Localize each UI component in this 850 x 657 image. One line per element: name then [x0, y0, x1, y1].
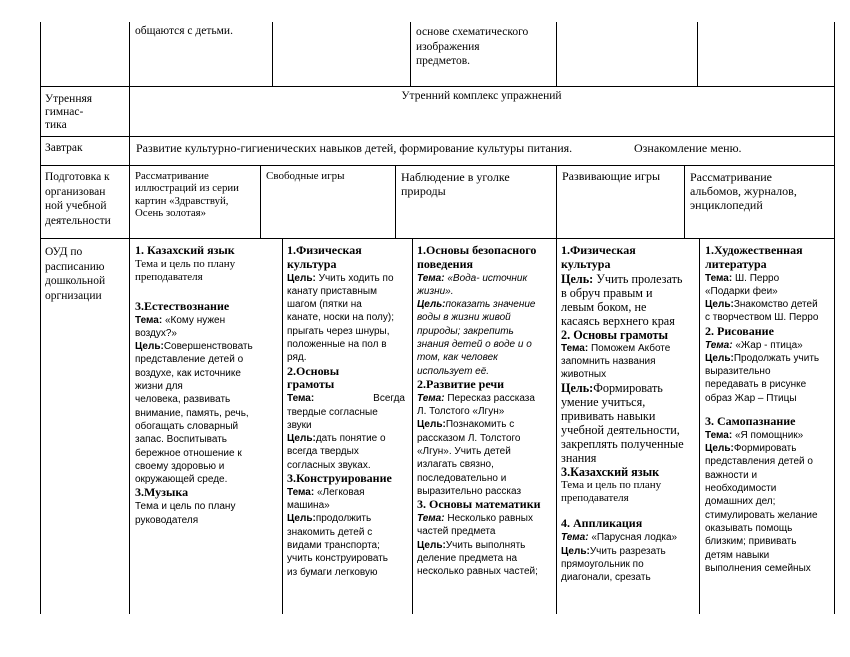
theme-label: Тема: — [561, 532, 589, 544]
cell-line: иллюстраций из серии — [135, 182, 239, 195]
goal-label: Цель: — [287, 433, 316, 445]
cell-line: альбомов, журналов, — [690, 184, 797, 198]
table-line-r5-d — [699, 238, 700, 614]
goal-text: Учить ходить по — [315, 272, 394, 284]
cell-line: Наблюдение в уголке — [401, 170, 510, 184]
table-line-top-row-bottom — [40, 86, 834, 87]
section-title: культура — [561, 256, 611, 271]
table-line-prep-bottom — [40, 238, 834, 239]
table-line-gym-bottom — [40, 136, 834, 137]
table-line-r1-d — [697, 22, 698, 86]
label-line: оргнизации — [45, 289, 102, 302]
gym-label — [45, 93, 92, 132]
goal-label: Цель: — [561, 381, 594, 396]
goal-text: Учить разрезать — [589, 545, 666, 557]
prep-cell-3 — [266, 170, 345, 184]
cell-line: домашних дел; — [705, 496, 776, 508]
cell-line: Развивающие игры — [562, 169, 661, 183]
cell-line: несколько равных частей; — [417, 566, 538, 578]
cell-line: человека, развивать — [135, 394, 231, 406]
prep-cell-6 — [690, 170, 797, 212]
cell-line: воды в жизни живой — [417, 312, 511, 324]
goal-label: Цель: — [705, 352, 734, 364]
cell-line: левым боком, не — [561, 299, 647, 314]
cell-line: учить конструировать — [287, 553, 389, 565]
cell-line: всегда твердых — [287, 446, 359, 458]
cell-line: с творчеством Ш. Перро — [705, 312, 819, 324]
cell-line: из бумаги легковую — [287, 566, 378, 578]
table-line-r5-a — [282, 238, 283, 614]
cell-line: рассказом Л. Толстого — [417, 432, 521, 444]
cell-line: Рассматривание — [135, 170, 209, 182]
theme-label: Тема: — [561, 342, 589, 354]
section-title: поведения — [417, 256, 473, 271]
cell-line: том, как человек — [417, 352, 498, 364]
section-title: 3.Естествознание — [135, 298, 230, 313]
label-line: организован — [45, 185, 106, 198]
theme-text: «Парусная лодка» — [588, 532, 678, 544]
cell-line: окружающей среде. — [135, 474, 228, 486]
cell-line: закреплять полученные — [561, 437, 684, 452]
cell-line: шагом (пятки на — [287, 299, 362, 311]
cell-line: общаются с детьми. — [135, 25, 233, 37]
cell-line: в обруч правым и — [561, 285, 653, 300]
table-line-right — [834, 22, 835, 614]
label-line: расписанию — [45, 260, 105, 273]
goal-label: Цель: — [705, 443, 734, 455]
cell-line: бережное отношение к — [135, 447, 242, 459]
theme-text: машина» — [287, 500, 330, 512]
cell-line: излагать связно, — [417, 459, 494, 471]
goal-label: Цель: — [705, 299, 734, 311]
cell-line: умение учиться, — [561, 395, 646, 410]
theme-label: Тема: — [287, 486, 315, 498]
section-title: 2.Основы — [287, 363, 340, 378]
prep-cell-5 — [562, 170, 660, 184]
table-line-breakfast-bottom — [40, 165, 834, 166]
cell-line: деление предмета на — [417, 552, 518, 564]
oud-col-3 — [287, 244, 405, 579]
section-title: грамоты — [287, 377, 335, 392]
cell-line: важности и — [705, 469, 758, 481]
theme-text: «Подарки феи» — [705, 285, 778, 297]
goal-text: Формировать — [733, 443, 797, 455]
goal-text: Знакомство детей — [733, 299, 818, 311]
section-title: 3.Конструирование — [287, 471, 392, 486]
oud-col-5 — [561, 244, 684, 584]
section-title: 1.Физическая — [287, 243, 362, 257]
theme-text: «Вода- источник — [444, 272, 528, 284]
cell-line: своему здоровью и — [135, 460, 225, 472]
theme-text: воздух?» — [135, 327, 177, 339]
theme-label: Тема: — [417, 392, 445, 404]
cell-line: использует её. — [417, 365, 490, 377]
label-line: тика — [45, 119, 67, 131]
table-line-r4-c — [556, 165, 557, 238]
cell-line: прямоугольник по — [561, 558, 644, 570]
theme-text: Поможем Акботе — [588, 342, 671, 354]
goal-text: дать понятие о — [315, 433, 386, 445]
table-line-r1-a — [272, 22, 273, 86]
table-line-r1-b — [410, 22, 411, 86]
theme-text: «Легковая — [314, 486, 365, 498]
cell-line: прививать навыки — [561, 409, 656, 424]
breakfast-label-text: Завтрак — [45, 142, 83, 154]
cell-line: оказывать помощь — [705, 522, 793, 534]
cell-line: согласных звуках. — [287, 459, 371, 471]
breakfast-content — [136, 142, 572, 156]
theme-label: Тема: — [135, 314, 163, 326]
section-title: 1.Основы безопасного — [417, 243, 537, 257]
cell-line: учебной деятельности, — [561, 423, 680, 438]
table-line-r5-c — [556, 238, 557, 614]
cell-line: запомнить названия — [561, 355, 656, 367]
label-line: деятельности — [45, 214, 111, 227]
section-title: литература — [705, 256, 767, 271]
theme-label: Тема: — [705, 339, 733, 351]
cell-line: жизни для — [135, 381, 183, 393]
section-title: 3. Основы математики — [417, 497, 541, 512]
cell-line: выразительно рассказ — [417, 485, 522, 497]
cell-line: обогащать словарный — [135, 420, 239, 432]
cell-line: Свободные игры — [266, 170, 345, 182]
label-line: Подготовка к — [45, 171, 110, 183]
cell-line: касаясь верхнего края — [561, 313, 675, 328]
cell-line: природы; закрепить — [417, 325, 514, 337]
cell-line: изображения — [416, 40, 480, 53]
theme-label: Тема: — [417, 272, 445, 284]
cell-line: твердые согласные — [287, 406, 378, 418]
cell-line: выразительно — [705, 366, 771, 378]
section-title: 1.Художественная — [705, 243, 803, 257]
cell-line: образ Жар – Птицы — [705, 392, 797, 404]
cell-line: представления детей о — [705, 456, 813, 468]
gym-content — [129, 90, 834, 104]
cell-line: преподавателя — [135, 270, 203, 283]
theme-text: «Жар - птица» — [732, 339, 803, 351]
cell-line: Тема и цель по плану — [135, 501, 236, 513]
theme-text: Л. Толстого «Лгун» — [417, 406, 505, 418]
table-line-left — [40, 22, 41, 614]
table-line-r4-d — [684, 165, 685, 238]
cell-line: Осень золотая» — [135, 206, 207, 219]
cell-line: знакомить детей с — [287, 526, 373, 538]
cell-line: природы — [401, 184, 446, 198]
section-title: 2.Развитие речи — [417, 376, 505, 391]
goal-text: Познакомить с — [445, 419, 515, 431]
cell-line: запас. Воспитывать — [135, 434, 228, 446]
cell-line: звуки — [287, 419, 312, 431]
gym-text: Утренний комплекс упражнений — [401, 90, 562, 102]
section-title: 2. Рисование — [705, 323, 774, 338]
breakfast-content-2 — [634, 142, 742, 156]
cell-line: диагонали, срезать — [561, 572, 651, 584]
section-title: 3.Казахский язык — [561, 465, 660, 480]
label-line: дошкольной — [45, 275, 106, 287]
table-line-r1-c — [556, 22, 557, 86]
cell-line: видами транспорта; — [287, 540, 380, 552]
cell-line: знания детей о воде и о — [417, 339, 532, 351]
cell-line: канату приставным — [287, 285, 377, 297]
cell-line: ряд. — [287, 352, 307, 364]
goal-label: Цель: — [417, 299, 446, 311]
top-row-cell-4 — [416, 25, 528, 69]
table-line-label-col — [129, 22, 130, 614]
prep-cell-4 — [401, 170, 510, 198]
section-title: 3. Самопазнание — [705, 414, 796, 429]
prep-label — [45, 170, 111, 228]
goal-text: Продолжать учить — [733, 352, 820, 364]
oud-col-4 — [417, 244, 541, 578]
theme-text: Всегда — [373, 393, 405, 405]
cell-line: картин «Здравствуй, — [135, 194, 229, 207]
cell-line: внимание, память, речь, — [135, 407, 249, 419]
cell-line: последовательно и — [417, 472, 507, 484]
cell-line: знания — [561, 451, 597, 466]
oud-label — [45, 245, 105, 303]
theme-text: Несколько равных — [444, 512, 533, 524]
theme-text: «Кому нужен — [162, 314, 226, 326]
cell-line: энциклопедий — [690, 198, 763, 212]
cell-line: близким; прививать — [705, 536, 797, 548]
section-title: 1.Физическая — [561, 243, 636, 257]
goal-label: Цель: — [417, 539, 446, 551]
oud-col-2 — [135, 244, 253, 527]
theme-text: Ш. Перро — [732, 272, 780, 284]
section-title: 4. Аппликация — [561, 516, 643, 531]
cell-line: необходимости — [705, 483, 777, 495]
section-title: 2. Основы грамоты — [561, 327, 669, 342]
section-title: 3.Музыка — [135, 485, 189, 500]
section-title: культура — [287, 256, 337, 271]
cell-line: воздухе, как источнике — [135, 367, 241, 379]
goal-label: Цель: — [561, 545, 590, 557]
cell-line: передавать в рисунке — [705, 379, 807, 391]
theme-text: Пересказ рассказа — [444, 392, 535, 404]
theme-label: Тема: — [287, 393, 315, 405]
oud-col-6 — [705, 244, 819, 575]
cell-line: представление детей о — [135, 354, 244, 366]
cell-line: предметов. — [416, 55, 471, 67]
theme-label: Тема: — [705, 272, 733, 284]
label-line: ной учебной — [45, 200, 107, 212]
cell-line: животных — [561, 369, 607, 381]
goal-label: Цель: — [287, 513, 316, 525]
cell-line: детям навыки — [705, 549, 770, 561]
theme-text: частей предмета — [417, 526, 496, 538]
label-line: ОУД по — [45, 246, 83, 258]
cell-line: руководателя — [135, 514, 199, 526]
cell-line: канате, носки на полу); — [287, 312, 394, 324]
cell-line: Тема и цель по плану — [135, 257, 236, 270]
label-line: Утренняя — [45, 93, 93, 105]
cell-line: прыгать через шнуры, — [287, 325, 390, 337]
table-line-r4-a — [260, 165, 261, 238]
goal-label: Цель: — [561, 271, 594, 286]
goal-label: Цель: — [287, 272, 316, 284]
cell-line: Тема и цель по плану — [561, 479, 662, 492]
goal-text: Формировать — [593, 381, 663, 396]
goal-text: показать значение — [445, 299, 536, 311]
breakfast-menu-text: Ознакомление меню. — [634, 141, 742, 155]
breakfast-label — [45, 142, 83, 156]
theme-label: Тема: — [417, 512, 445, 524]
cell-line: основе схематического — [416, 26, 529, 38]
cell-line: «Лгун». Учить детей — [417, 445, 511, 457]
label-line: гимнас- — [45, 106, 84, 118]
goal-text: продолжить — [315, 513, 372, 525]
cell-line: положенные на пол в — [287, 339, 387, 351]
table-line-r5-b — [412, 238, 413, 614]
cell-line: преподавателя — [561, 492, 629, 505]
cell-line: Рассматривание — [690, 170, 772, 184]
goal-text: Учить выполнять — [445, 539, 526, 551]
goal-text: Совершенствовать — [163, 341, 253, 353]
section-title: 1. Казахский язык — [135, 243, 235, 257]
top-row-cell-2 — [135, 25, 233, 39]
theme-text: «Я помощник» — [732, 429, 804, 441]
cell-line: выполнения семейных — [705, 562, 811, 574]
breakfast-text: Развитие культурно-гигиенических навыков детей, формирование культуры питания. — [136, 141, 573, 155]
goal-label: Цель: — [417, 419, 446, 431]
prep-cell-2 — [135, 170, 239, 219]
cell-line: стимулировать желание — [705, 509, 818, 521]
theme-label: Тема: — [705, 429, 733, 441]
goal-text: Учить пролезать — [593, 271, 683, 286]
theme-text: жизни». — [417, 285, 454, 297]
goal-label: Цель: — [135, 341, 164, 353]
table-line-r4-b — [395, 165, 396, 238]
